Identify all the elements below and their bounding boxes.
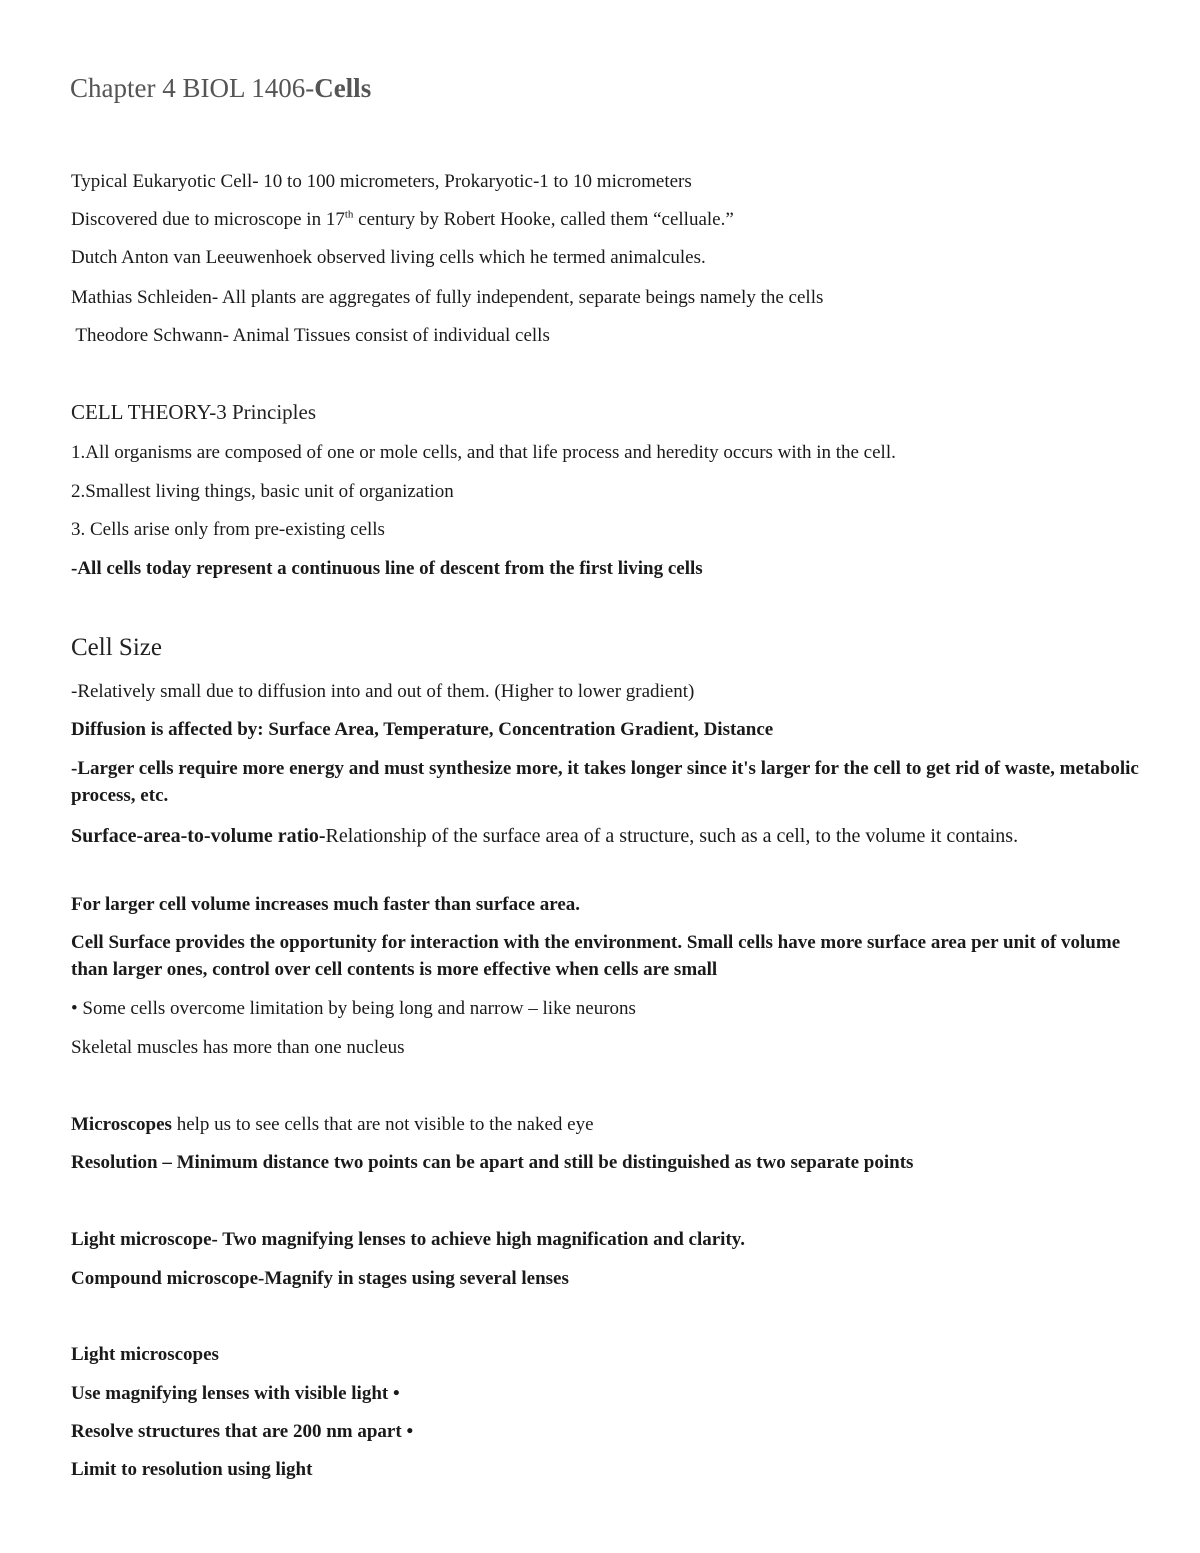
microscopes-term: Microscopes [71,1114,172,1135]
cell-theory-principle-3: 3. Cells arise only from pre-existing cells [71,519,385,540]
sa-volume-term: Surface-area-to-volume ratio- [71,825,326,847]
cell-size-line-1: -Relatively small due to diffusion into and out of them. (Higher to lower gradient) [71,681,695,702]
cell-size-line-2: Diffusion is affected by: Surface Area, Temperature, Concentration Gradient, Distance [71,719,774,740]
cell-size-line-4 [71,822,1141,851]
cell-theory-heading: CELL THEORY-3 Principles [71,400,316,424]
intro-line-4: Mathias Schleiden- All plants are aggregates of fully independent, separate beings namely the cells [71,287,824,308]
intro-line-2-pre: Discovered due to microscope in 17 [71,209,345,230]
sa-volume-definition: Relationship of the surface area of a structure, such as a cell, to the volume it contains. [325,825,1019,847]
intro-line-2 [71,206,1141,233]
resolution-line: Resolution – Minimum distance two points can be apart and still be distinguished as two separate points [71,1152,914,1173]
intro-line-5: Theodore Schwann- Animal Tissues consist of individual cells [71,325,550,346]
title-bold-text: Cells [314,73,372,103]
cell-size-line-7: • Some cells overcome limitation by being long and narrow – like neurons [71,998,636,1019]
cell-size-line-6: Cell Surface provides the opportunity for interaction with the environment. Small cells have more surface area per unit of volume than larger ones, control over cell contents is more effective when cells are small [71,932,1121,980]
light-microscopes-point-1: Use magnifying lenses with visible light • [71,1383,400,1404]
compound-microscope-line: Compound microscope-Magnify in stages using several lenses [71,1268,569,1289]
page-title [70,70,371,106]
cell-size-heading: Cell Size [71,634,162,661]
intro-line-1: Typical Eukaryotic Cell- 10 to 100 micrometers, Prokaryotic-1 to 10 micrometers [71,171,692,192]
light-microscopes-point-2: Resolve structures that are 200 nm apart • [71,1421,414,1442]
microscopes-definition: help us to see cells that are not visible to the naked eye [171,1114,594,1135]
cell-size-line-5: For larger cell volume increases much faster than surface area. [71,894,581,915]
cell-size-line-3: -Larger cells require more energy and must synthesize more, it takes longer since it's larger for the cell to get rid of waste, metabolic process, etc. [71,758,1139,806]
cell-theory-principle-2: 2.Smallest living things, basic unit of organization [71,481,454,502]
microscopes-line-1 [71,1111,1141,1138]
intro-line-2-post: century by Robert Hooke, called them “celluale.” [353,209,734,230]
light-microscopes-heading: Light microscopes [71,1344,219,1365]
light-microscopes-point-3: Limit to resolution using light [71,1459,313,1480]
cell-size-line-8: Skeletal muscles has more than one nucleus [71,1037,405,1058]
cell-theory-note: -All cells today represent a continuous line of descent from the first living cells [71,558,703,579]
cell-theory-principle-1: 1.All organisms are composed of one or mole cells, and that life process and heredity occurs with in the cell. [71,442,896,463]
light-microscope-line: Light microscope- Two magnifying lenses to achieve high magnification and clarity. [71,1229,745,1250]
title-text: Chapter 4 BIOL 1406- [70,73,315,103]
intro-line-2-sup: th [344,208,354,221]
intro-line-3: Dutch Anton van Leeuwenhoek observed living cells which he termed animalcules. [71,247,706,268]
